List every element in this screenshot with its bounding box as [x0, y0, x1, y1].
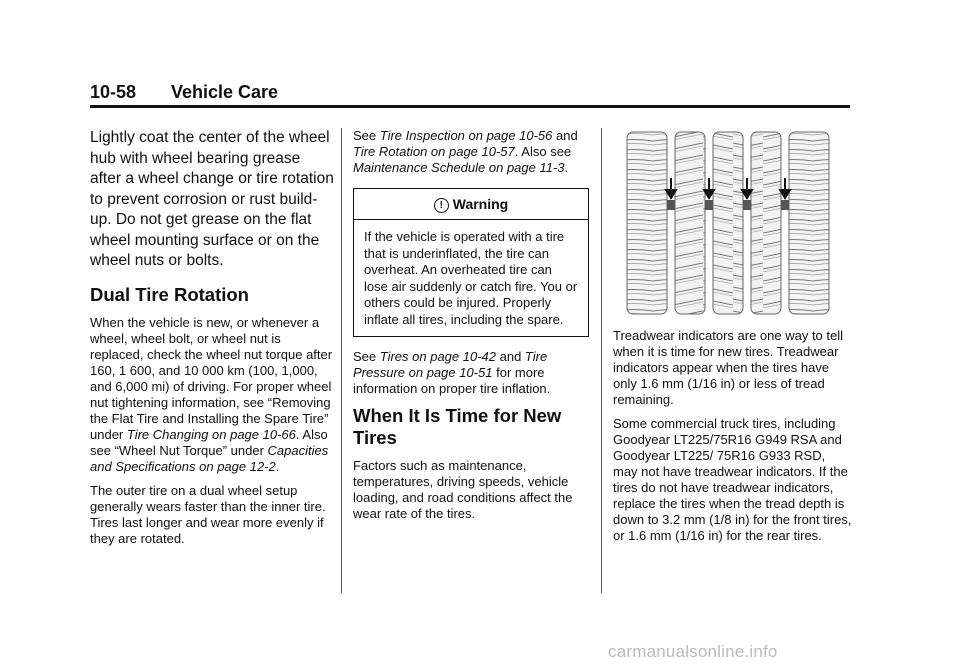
tread-rib: [789, 132, 829, 314]
page-number: 10-58: [90, 82, 137, 102]
column-divider-left: [341, 128, 342, 593]
tread-rib: [675, 132, 705, 314]
tread-rib: [627, 132, 667, 314]
text-run: See: [353, 128, 380, 143]
text-run: .: [564, 160, 569, 175]
text-run: and: [552, 128, 578, 143]
tire-pressure-paragraph: [353, 349, 593, 397]
text-run: . Also see “Wheel Nut Torque” under: [90, 426, 328, 458]
references-paragraph: [353, 128, 593, 176]
tires-link[interactable]: Tires on page 10-42: [379, 349, 496, 364]
outer-tire-paragraph: The outer tire on a dual wheel setup generally wears faster than the inner tire. Tires last longer and wear more evenly if they are rotated.: [90, 482, 326, 546]
warning-header: [354, 189, 588, 220]
column-divider-right: [601, 128, 602, 593]
text-run: See: [353, 349, 380, 364]
wear-indicator-bar: [705, 200, 713, 210]
warning-title: Warning: [452, 196, 509, 212]
wear-indicator-bar: [781, 200, 789, 210]
text-run: . Also see: [514, 144, 572, 159]
text-run: and: [496, 349, 525, 364]
lead-paragraph: Lightly coat the center of the wheel hub with wheel bearing grease after a wheel change or tire rotation to prevent corrosion or rust build-up. Do not get grease on the flat wheel mounting surface or on the wheel nuts or bolts.: [90, 129, 334, 269]
column-left: [90, 128, 334, 555]
column-right: [613, 128, 853, 552]
warning-body: If the vehicle is operated with a tire that is underinflated, the tire can overheat. An overheated tire can lose air suddenly or catch fire. You or others could be injured. Properly inflate all tires, including the spare.: [364, 229, 578, 327]
maintenance-schedule-link[interactable]: Maintenance Schedule on page 11-3: [353, 160, 565, 175]
header-rule: [90, 105, 850, 108]
wheel-nut-torque-paragraph: [90, 315, 334, 475]
new-tires-heading: When It Is Time for New Tires: [353, 405, 562, 448]
tread-rib: [713, 132, 743, 314]
wear-indicator-bar: [667, 200, 675, 210]
page-header: [90, 82, 850, 112]
wear-factors-paragraph: Factors such as maintenance, temperatures, driving speeds, vehicle loading, and road conditions affect the wear rate of the tires.: [353, 458, 573, 521]
watermark: carmanualsonline.info: [608, 642, 778, 661]
tire-changing-link[interactable]: Tire Changing on page 10-66: [126, 426, 296, 442]
tread-rib: [751, 132, 781, 314]
text-run: When the vehicle is new, or whenever a wheel, wheel bolt, or wheel nut is replaced, check the wheel nut torque after 160, 1 600, and 10 000 km (100, 1,000, and 6,000 mi) of driving. For proper wheel nut tightening information, see “Removing the Flat Tire and Installing the Spare Tire” under: [90, 314, 333, 442]
text-run: .: [275, 458, 280, 474]
column-middle: [353, 128, 593, 530]
commercial-tires-paragraph: Some commercial truck tires, including Goodyear LT225/75R16 G949 RSA and Goodyear LT225/ 75R16 G933 RSD, may not have treadwear indicators. If the tires do not have treadwear indicators, replace the tires when the tread depth is down to 3.2 mm (1/8 in) for the front tires, or 1.6 mm (1/16 in) for the rear tires.: [613, 416, 852, 543]
tire-rotation-link[interactable]: Tire Rotation on page 10-57: [353, 144, 515, 159]
tire-pressure-link[interactable]: Tire Pressure on page 10-51: [353, 349, 548, 380]
wear-indicator-bar: [743, 200, 751, 210]
text-run: for more information on proper tire inflation.: [353, 365, 551, 396]
treadwear-indicators-paragraph: Treadwear indicators are one way to tell when it is time for new tires. Treadwear indicators appear when the tires have only 1.6 mm (1/16 in) or less of tread remaining.: [613, 328, 844, 407]
tire-inspection-link[interactable]: Tire Inspection on page 10-56: [379, 128, 553, 143]
warning-icon: !: [434, 198, 449, 213]
section-title: Vehicle Care: [171, 82, 279, 102]
dual-tire-rotation-heading: Dual Tire Rotation: [90, 283, 249, 305]
capacities-link[interactable]: Capacities and Specifications on page 12-2: [90, 442, 329, 474]
tread-wear-indicator-illustration: [613, 128, 853, 316]
warning-box: [353, 188, 589, 337]
